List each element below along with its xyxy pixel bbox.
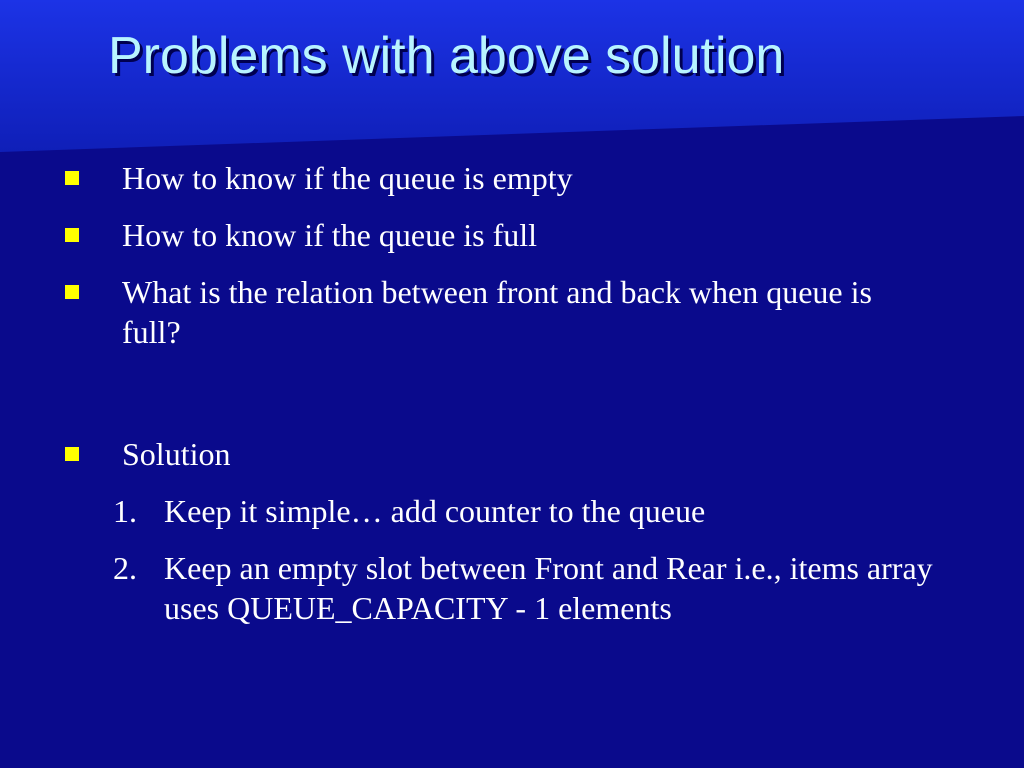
item-number: 2.	[113, 550, 137, 586]
bullet-text: How to know if the queue is full	[122, 217, 538, 253]
square-bullet-icon	[65, 171, 79, 185]
item-number: 1.	[113, 493, 137, 529]
slide-title: Problems with above solution	[108, 27, 785, 85]
numbered-text: Keep an empty slot between Front and Rear i.e., items array uses QUEUE_CAPACITY - 1 elements	[164, 550, 933, 626]
bullet-text: Solution	[122, 436, 231, 472]
numbered-text: Keep it simple… add counter to the queue	[164, 493, 706, 529]
bullet-text: How to know if the queue is empty	[122, 160, 573, 196]
square-bullet-icon	[65, 228, 79, 242]
bullet-text: What is the relation between front and back when queue is full?	[122, 274, 872, 350]
square-bullet-icon	[65, 285, 79, 299]
square-bullet-icon	[65, 447, 79, 461]
